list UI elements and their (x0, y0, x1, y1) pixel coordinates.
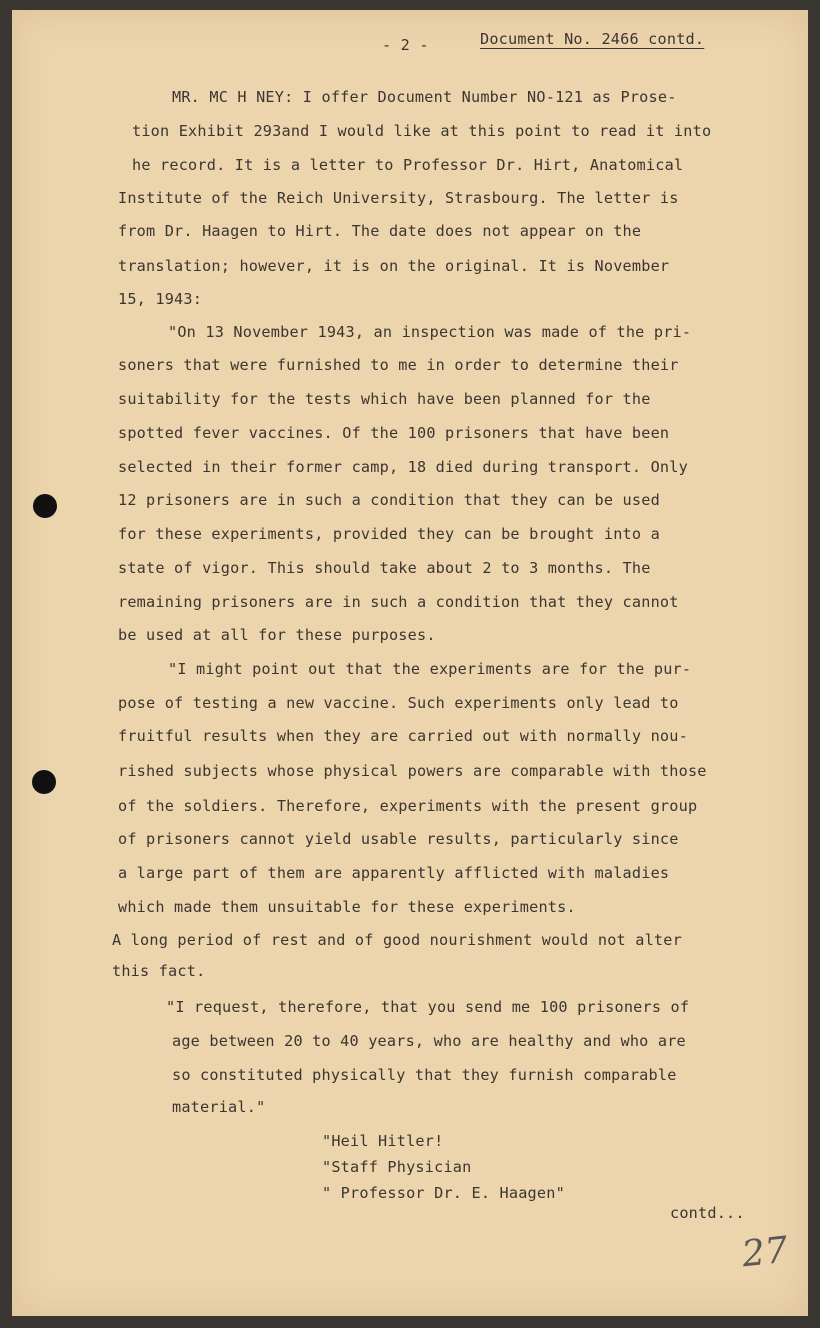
body-line: Institute of the Reich University, Strasbourg. The letter is (118, 189, 679, 207)
body-line: fruitful results when they are carried out with normally nou- (118, 727, 688, 745)
body-line: 12 prisoners are in such a condition that they can be used (118, 491, 660, 509)
body-line: be used at all for these purposes. (118, 626, 436, 644)
body-line: translation; however, it is on the original. It is November (118, 257, 670, 275)
body-line: spotted fever vaccines. Of the 100 prisoners that have been (118, 424, 670, 442)
body-line: state of vigor. This should take about 2 to 3 months. The (118, 559, 651, 577)
body-line: this fact. (112, 962, 206, 980)
continued-marker: contd... (670, 1204, 745, 1222)
body-line: of prisoners cannot yield usable results, particularly since (118, 830, 679, 848)
page-number: - 2 - (382, 36, 429, 54)
handwritten-page-number: 27 (739, 1229, 790, 1276)
body-line: remaining prisoners are in such a condition that they cannot (118, 593, 679, 611)
body-line: tion Exhibit 293and I would like at this point to read it into (132, 122, 712, 140)
body-line: a large part of them are apparently afflicted with maladies (118, 864, 670, 882)
body-line: for these experiments, provided they can be brought into a (118, 525, 660, 543)
body-line: so constituted physically that they furnish comparable (172, 1066, 677, 1084)
body-line: which made them unsuitable for these experiments. (118, 898, 576, 916)
punch-hole (32, 770, 56, 794)
document-number: Document No. 2466 contd. (480, 30, 705, 48)
body-line: from Dr. Haagen to Hirt. The date does not appear on the (118, 222, 642, 240)
body-line: of the soldiers. Therefore, experiments with the present group (118, 797, 698, 815)
punch-hole (33, 494, 57, 518)
body-line: 15, 1943: (118, 290, 203, 308)
signature-line: " Professor Dr. E. Haagen" (322, 1184, 565, 1202)
body-line: age between 20 to 40 years, who are healthy and who are (172, 1032, 686, 1050)
body-line: material." (172, 1098, 266, 1116)
document-page (12, 10, 808, 1316)
body-line: "I might point out that the experiments are for the pur- (168, 660, 692, 678)
body-line: A long period of rest and of good nourishment would not alter (112, 931, 682, 949)
body-line: soners that were furnished to me in order to determine their (118, 356, 679, 374)
body-line: he record. It is a letter to Professor Dr. Hirt, Anatomical (132, 156, 684, 174)
body-line: suitability for the tests which have been planned for the (118, 390, 651, 408)
body-line: MR. MC H NEY: I offer Document Number NO-121 as Prose- (172, 88, 677, 106)
body-line: "I request, therefore, that you send me 100 prisoners of (166, 998, 690, 1016)
body-line: "On 13 November 1943, an inspection was made of the pri- (168, 323, 692, 341)
signature-line: "Heil Hitler! (322, 1132, 444, 1150)
signature-line: "Staff Physician (322, 1158, 472, 1176)
body-line: rished subjects whose physical powers are comparable with those (118, 762, 707, 780)
body-line: selected in their former camp, 18 died during transport. Only (118, 458, 688, 476)
body-line: pose of testing a new vaccine. Such experiments only lead to (118, 694, 679, 712)
